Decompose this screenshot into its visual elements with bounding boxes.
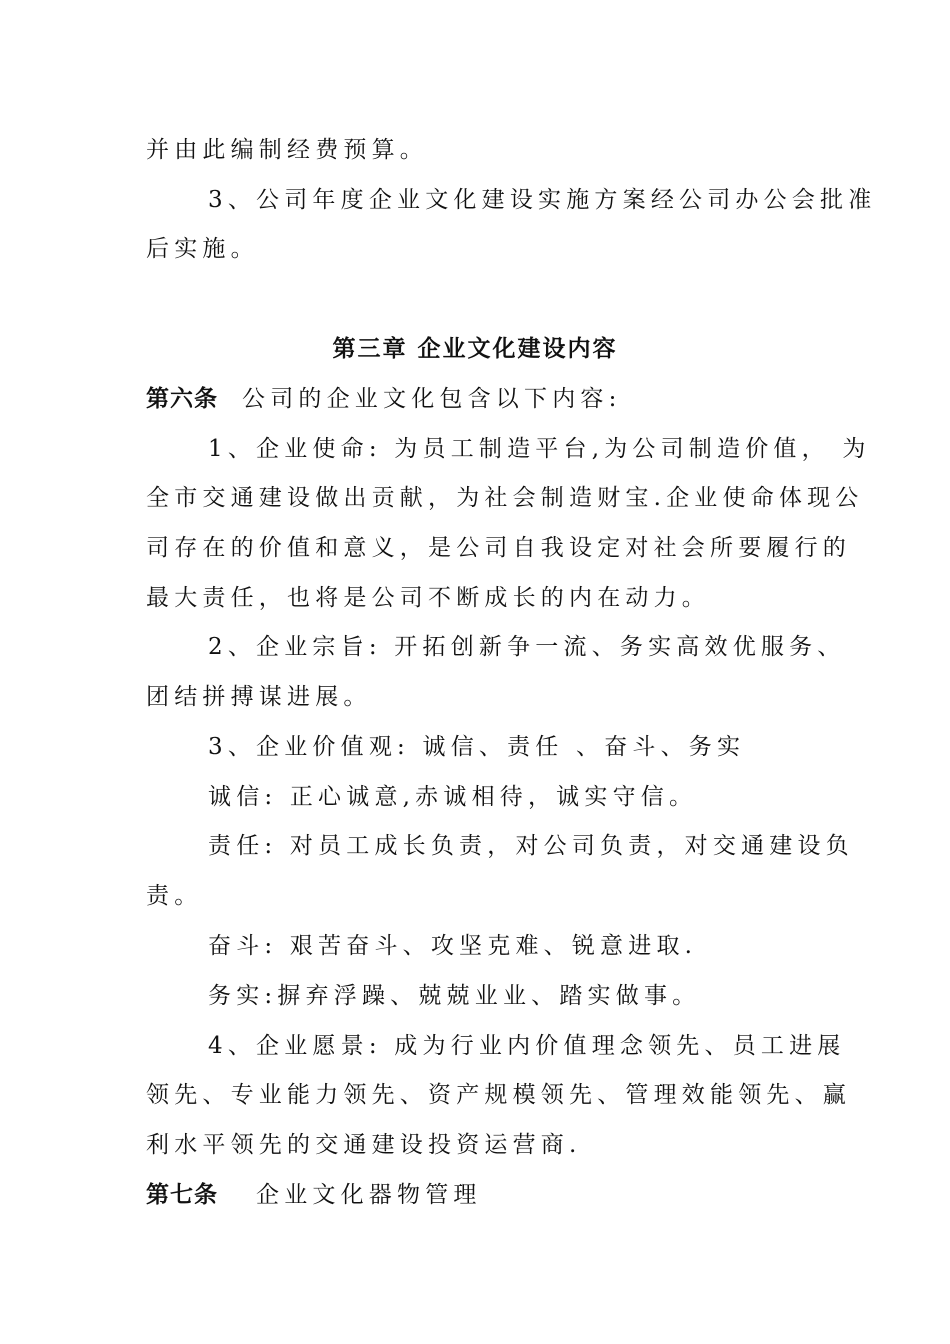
article-number: 第七条 (146, 1181, 218, 1208)
text-line: 3、企业价值观: 诚信、责任 、奋斗、务实 (208, 734, 746, 760)
text-line: 1、企业使命: 为员工制造平台,为公司制造价值， 为 (208, 436, 871, 462)
article-seven (146, 1180, 806, 1210)
text-line: 2、企业宗旨: 开拓创新争一流、务实高效优服务、 (208, 634, 846, 660)
text-line: 诚信: 正心诚意,赤诚相待，诚实守信。 (208, 784, 698, 810)
article-number: 第六条 (146, 385, 218, 412)
text-line: 4、企业愿景: 成为行业内价值理念领先、员工进展 (208, 1033, 846, 1059)
text-line: 后实施。 (146, 236, 259, 262)
text-line: 并由此编制经费预算。 (146, 137, 428, 163)
text-line: 务实:摒弃浮躁、兢兢业业、踏实做事。 (208, 983, 701, 1009)
article-six (146, 384, 806, 414)
text-line: 全市交通建设做出贡献，为社会制造财宝.企业使命体现公 (146, 485, 864, 511)
text-line: 3、公司年度企业文化建设实施方案经公司办公会批准 (208, 187, 877, 213)
text-line: 最大责任，也将是公司不断成长的内在动力。 (146, 585, 710, 611)
chapter-heading: 第三章 企业文化建设内容 (332, 335, 618, 362)
text-line: 领先、专业能力领先、资产规模领先、管理效能领先、赢 (146, 1082, 851, 1108)
text-line: 责。 (146, 883, 203, 909)
article-text: 公司的企业文化包含以下内容: (242, 386, 622, 412)
article-text: 企业文化器物管理 (256, 1182, 482, 1208)
text-line: 团结拼搏谋进展。 (146, 684, 372, 710)
text-line: 奋斗: 艰苦奋斗、攻坚克难、锐意进取. (208, 933, 698, 959)
text-line: 利水平领先的交通建设投资运营商. (146, 1132, 582, 1158)
text-line: 司存在的价值和意义，是公司自我设定对社会所要履行的 (146, 535, 851, 561)
text-line: 责任: 对员工成长负责，对公司负责，对交通建设负 (208, 833, 854, 859)
